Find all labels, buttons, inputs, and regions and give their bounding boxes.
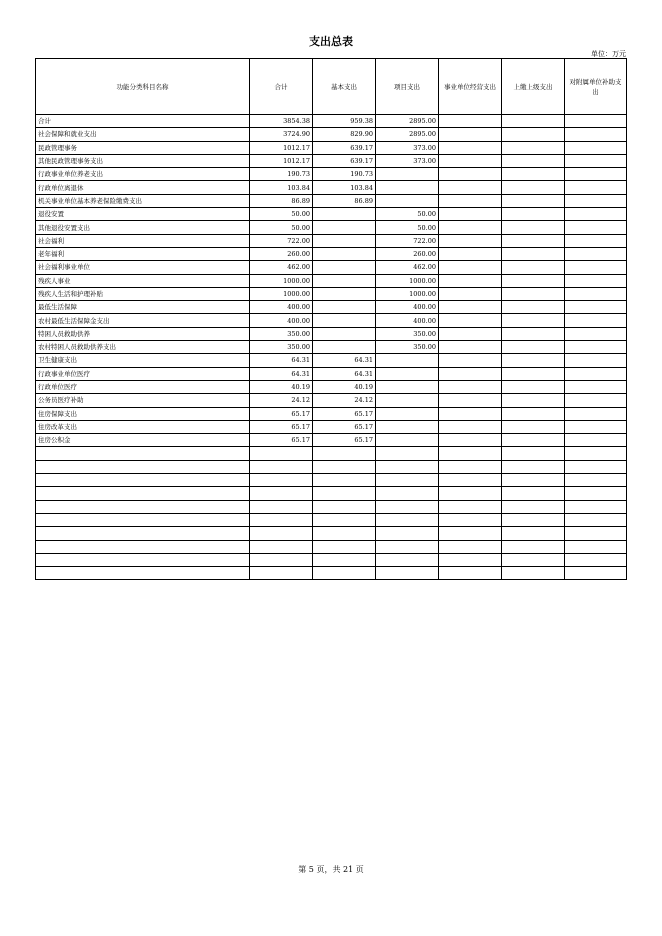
cell-basic: 65.17 — [313, 434, 376, 447]
cell-total: 65.17 — [250, 407, 313, 420]
cell-upper — [502, 287, 565, 300]
cell-upper — [502, 367, 565, 380]
cell-subsidy — [565, 194, 627, 207]
cell-total: 350.00 — [250, 341, 313, 354]
column-header-subsidy: 对附属单位补助支出 — [565, 59, 627, 115]
cell-category-name: 特困人员救助供养 — [36, 327, 250, 340]
cell-project — [376, 553, 439, 566]
cell-basic: 40.19 — [313, 380, 376, 393]
table-row — [36, 314, 627, 327]
cell-subsidy — [565, 354, 627, 367]
cell-subsidy — [565, 540, 627, 553]
table-row — [36, 527, 627, 540]
cell-total — [250, 474, 313, 487]
cell-total: 65.17 — [250, 434, 313, 447]
cell-upper — [502, 380, 565, 393]
cell-category-name: 行政单位离退休 — [36, 181, 250, 194]
cell-business — [439, 527, 502, 540]
cell-project — [376, 407, 439, 420]
cell-upper — [502, 181, 565, 194]
cell-subsidy — [565, 341, 627, 354]
table-row — [36, 380, 627, 393]
cell-subsidy — [565, 221, 627, 234]
cell-total — [250, 567, 313, 580]
cell-total: 24.12 — [250, 394, 313, 407]
cell-basic — [313, 474, 376, 487]
cell-basic — [313, 513, 376, 526]
cell-project — [376, 460, 439, 473]
cell-business — [439, 434, 502, 447]
cell-project — [376, 527, 439, 540]
cell-business — [439, 247, 502, 260]
cell-basic — [313, 287, 376, 300]
cell-subsidy — [565, 460, 627, 473]
cell-category-name: 社会保障和就业支出 — [36, 128, 250, 141]
cell-subsidy — [565, 287, 627, 300]
table-row — [36, 367, 627, 380]
cell-upper — [502, 194, 565, 207]
table-row — [36, 500, 627, 513]
cell-project — [376, 181, 439, 194]
cell-business — [439, 115, 502, 128]
cell-category-name: 住房公积金 — [36, 434, 250, 447]
cell-project — [376, 194, 439, 207]
cell-category-name: 机关事业单位基本养老保险缴费支出 — [36, 194, 250, 207]
table-row — [36, 474, 627, 487]
cell-project — [376, 354, 439, 367]
cell-category-name: 退役安置 — [36, 208, 250, 221]
cell-subsidy — [565, 261, 627, 274]
cell-subsidy — [565, 474, 627, 487]
cell-upper — [502, 474, 565, 487]
cell-project: 50.00 — [376, 208, 439, 221]
cell-project: 400.00 — [376, 301, 439, 314]
cell-upper — [502, 567, 565, 580]
cell-subsidy — [565, 314, 627, 327]
cell-project: 1000.00 — [376, 287, 439, 300]
cell-total: 50.00 — [250, 221, 313, 234]
cell-subsidy — [565, 154, 627, 167]
cell-subsidy — [565, 367, 627, 380]
cell-business — [439, 447, 502, 460]
cell-total — [250, 513, 313, 526]
cell-project — [376, 474, 439, 487]
cell-total — [250, 460, 313, 473]
cell-basic — [313, 341, 376, 354]
cell-business — [439, 394, 502, 407]
cell-basic: 65.17 — [313, 420, 376, 433]
cell-category-name — [36, 540, 250, 553]
cell-subsidy — [565, 128, 627, 141]
cell-category-name: 社会福利事业单位 — [36, 261, 250, 274]
cell-business — [439, 194, 502, 207]
cell-business — [439, 301, 502, 314]
cell-basic — [313, 527, 376, 540]
cell-subsidy — [565, 434, 627, 447]
table-row — [36, 181, 627, 194]
cell-total: 1012.17 — [250, 154, 313, 167]
cell-total: 400.00 — [250, 301, 313, 314]
cell-basic — [313, 314, 376, 327]
cell-subsidy — [565, 513, 627, 526]
cell-upper — [502, 341, 565, 354]
cell-total: 260.00 — [250, 247, 313, 260]
cell-upper — [502, 274, 565, 287]
cell-total: 3724.90 — [250, 128, 313, 141]
cell-upper — [502, 434, 565, 447]
cell-business — [439, 181, 502, 194]
cell-project: 722.00 — [376, 234, 439, 247]
cell-subsidy — [565, 168, 627, 181]
cell-project: 350.00 — [376, 327, 439, 340]
cell-project — [376, 168, 439, 181]
cell-subsidy — [565, 115, 627, 128]
page-title: 支出总表 — [309, 35, 353, 48]
cell-business — [439, 208, 502, 221]
cell-subsidy — [565, 247, 627, 260]
cell-project — [376, 434, 439, 447]
cell-category-name: 其他退役安置支出 — [36, 221, 250, 234]
cell-project — [376, 540, 439, 553]
table-row — [36, 208, 627, 221]
cell-business — [439, 221, 502, 234]
table-row — [36, 540, 627, 553]
column-header-category: 功能分类科目名称 — [36, 59, 250, 115]
cell-category-name: 社会福利 — [36, 234, 250, 247]
cell-business — [439, 553, 502, 566]
cell-project: 373.00 — [376, 141, 439, 154]
cell-project: 260.00 — [376, 247, 439, 260]
cell-subsidy — [565, 487, 627, 500]
table-row — [36, 234, 627, 247]
cell-project — [376, 500, 439, 513]
cell-category-name — [36, 460, 250, 473]
cell-basic: 65.17 — [313, 407, 376, 420]
cell-total: 65.17 — [250, 420, 313, 433]
cell-subsidy — [565, 327, 627, 340]
cell-total: 50.00 — [250, 208, 313, 221]
cell-basic — [313, 553, 376, 566]
cell-business — [439, 154, 502, 167]
cell-total — [250, 487, 313, 500]
cell-upper — [502, 407, 565, 420]
cell-upper — [502, 460, 565, 473]
cell-total: 1000.00 — [250, 274, 313, 287]
cell-upper — [502, 221, 565, 234]
table-row — [36, 341, 627, 354]
cell-upper — [502, 447, 565, 460]
cell-total: 1000.00 — [250, 287, 313, 300]
cell-business — [439, 341, 502, 354]
table-row — [36, 287, 627, 300]
cell-total: 86.89 — [250, 194, 313, 207]
cell-business — [439, 354, 502, 367]
cell-category-name: 行政事业单位养老支出 — [36, 168, 250, 181]
cell-business — [439, 141, 502, 154]
cell-upper — [502, 128, 565, 141]
cell-total: 3854.38 — [250, 115, 313, 128]
cell-category-name: 公务员医疗补助 — [36, 394, 250, 407]
cell-category-name — [36, 513, 250, 526]
cell-business — [439, 500, 502, 513]
cell-category-name — [36, 553, 250, 566]
cell-business — [439, 234, 502, 247]
table-row — [36, 567, 627, 580]
expenditure-summary-table — [35, 58, 627, 580]
cell-category-name: 卫生健康支出 — [36, 354, 250, 367]
cell-upper — [502, 420, 565, 433]
cell-basic: 639.17 — [313, 141, 376, 154]
cell-project: 2895.00 — [376, 115, 439, 128]
table-row — [36, 553, 627, 566]
cell-category-name — [36, 567, 250, 580]
cell-subsidy — [565, 181, 627, 194]
cell-category-name — [36, 500, 250, 513]
cell-basic — [313, 274, 376, 287]
unit-label: 单位：万元 — [591, 50, 626, 58]
cell-category-name: 合计 — [36, 115, 250, 128]
cell-upper — [502, 394, 565, 407]
cell-total — [250, 500, 313, 513]
cell-basic — [313, 261, 376, 274]
table-row — [36, 247, 627, 260]
cell-basic — [313, 301, 376, 314]
table-row — [36, 407, 627, 420]
cell-business — [439, 287, 502, 300]
table-row — [36, 261, 627, 274]
cell-project: 400.00 — [376, 314, 439, 327]
cell-project: 462.00 — [376, 261, 439, 274]
column-header-total: 合计 — [250, 59, 313, 115]
cell-category-name — [36, 447, 250, 460]
cell-upper — [502, 314, 565, 327]
cell-upper — [502, 168, 565, 181]
cell-business — [439, 460, 502, 473]
cell-total: 1012.17 — [250, 141, 313, 154]
cell-total: 64.31 — [250, 367, 313, 380]
cell-subsidy — [565, 274, 627, 287]
cell-business — [439, 261, 502, 274]
cell-total — [250, 553, 313, 566]
cell-upper — [502, 354, 565, 367]
cell-upper — [502, 327, 565, 340]
cell-project: 50.00 — [376, 221, 439, 234]
cell-business — [439, 168, 502, 181]
cell-basic — [313, 540, 376, 553]
table-row — [36, 274, 627, 287]
cell-upper — [502, 154, 565, 167]
cell-upper — [502, 527, 565, 540]
cell-basic — [313, 447, 376, 460]
cell-subsidy — [565, 407, 627, 420]
column-header-basic: 基本支出 — [313, 59, 376, 115]
cell-total: 722.00 — [250, 234, 313, 247]
cell-upper — [502, 500, 565, 513]
cell-category-name: 老年福利 — [36, 247, 250, 260]
table-row — [36, 154, 627, 167]
cell-total: 103.84 — [250, 181, 313, 194]
cell-subsidy — [565, 420, 627, 433]
cell-basic — [313, 567, 376, 580]
cell-subsidy — [565, 553, 627, 566]
cell-project: 350.00 — [376, 341, 439, 354]
table-body — [36, 115, 627, 580]
cell-category-name: 住房改革支出 — [36, 420, 250, 433]
cell-total: 350.00 — [250, 327, 313, 340]
cell-business — [439, 420, 502, 433]
cell-business — [439, 128, 502, 141]
cell-business — [439, 487, 502, 500]
cell-category-name: 其他民政管理事务支出 — [36, 154, 250, 167]
cell-subsidy — [565, 380, 627, 393]
cell-category-name: 最低生活保障 — [36, 301, 250, 314]
cell-category-name: 残疾人生活和护理补贴 — [36, 287, 250, 300]
table-row — [36, 394, 627, 407]
table-row — [36, 487, 627, 500]
cell-category-name: 民政管理事务 — [36, 141, 250, 154]
cell-upper — [502, 487, 565, 500]
cell-basic — [313, 460, 376, 473]
cell-basic: 64.31 — [313, 354, 376, 367]
cell-upper — [502, 234, 565, 247]
cell-upper — [502, 540, 565, 553]
cell-project — [376, 567, 439, 580]
table-row — [36, 194, 627, 207]
cell-upper — [502, 261, 565, 274]
cell-subsidy — [565, 208, 627, 221]
cell-total: 400.00 — [250, 314, 313, 327]
cell-category-name: 农村特困人员救助供养支出 — [36, 341, 250, 354]
column-header-project: 项目支出 — [376, 59, 439, 115]
page-footer: 第 5 页，共 21 页 — [298, 865, 364, 874]
column-header-business: 事业单位经营支出 — [439, 59, 502, 115]
table-row — [36, 354, 627, 367]
cell-project: 2895.00 — [376, 128, 439, 141]
cell-basic: 24.12 — [313, 394, 376, 407]
cell-subsidy — [565, 527, 627, 540]
table-row — [36, 327, 627, 340]
cell-subsidy — [565, 301, 627, 314]
cell-basic: 103.84 — [313, 181, 376, 194]
cell-upper — [502, 513, 565, 526]
table-row — [36, 221, 627, 234]
cell-project — [376, 380, 439, 393]
cell-project: 373.00 — [376, 154, 439, 167]
cell-category-name: 住房保障支出 — [36, 407, 250, 420]
cell-upper — [502, 247, 565, 260]
cell-business — [439, 274, 502, 287]
table-row — [36, 301, 627, 314]
cell-basic — [313, 208, 376, 221]
cell-upper — [502, 301, 565, 314]
cell-basic — [313, 221, 376, 234]
table-row — [36, 420, 627, 433]
table-row — [36, 513, 627, 526]
cell-total: 40.19 — [250, 380, 313, 393]
cell-total — [250, 540, 313, 553]
cell-subsidy — [565, 141, 627, 154]
cell-subsidy — [565, 447, 627, 460]
cell-project — [376, 367, 439, 380]
cell-upper — [502, 115, 565, 128]
table-row — [36, 115, 627, 128]
cell-business — [439, 327, 502, 340]
table-row — [36, 447, 627, 460]
table-row — [36, 434, 627, 447]
cell-category-name: 残疾人事业 — [36, 274, 250, 287]
cell-project — [376, 420, 439, 433]
table-row — [36, 460, 627, 473]
cell-category-name — [36, 487, 250, 500]
table-row — [36, 141, 627, 154]
cell-project — [376, 487, 439, 500]
cell-business — [439, 567, 502, 580]
cell-basic: 829.90 — [313, 128, 376, 141]
table-row — [36, 168, 627, 181]
cell-basic: 959.38 — [313, 115, 376, 128]
cell-basic: 639.17 — [313, 154, 376, 167]
cell-category-name — [36, 527, 250, 540]
cell-upper — [502, 208, 565, 221]
cell-basic: 86.89 — [313, 194, 376, 207]
cell-project: 1000.00 — [376, 274, 439, 287]
cell-business — [439, 380, 502, 393]
cell-category-name: 行政事业单位医疗 — [36, 367, 250, 380]
cell-category-name: 行政单位医疗 — [36, 380, 250, 393]
cell-business — [439, 367, 502, 380]
cell-subsidy — [565, 500, 627, 513]
cell-project — [376, 447, 439, 460]
cell-project — [376, 394, 439, 407]
cell-subsidy — [565, 394, 627, 407]
cell-upper — [502, 553, 565, 566]
cell-basic — [313, 327, 376, 340]
cell-basic — [313, 487, 376, 500]
cell-total: 462.00 — [250, 261, 313, 274]
cell-subsidy — [565, 567, 627, 580]
cell-total — [250, 527, 313, 540]
cell-upper — [502, 141, 565, 154]
cell-basic: 64.31 — [313, 367, 376, 380]
cell-basic — [313, 247, 376, 260]
cell-business — [439, 314, 502, 327]
cell-basic: 190.73 — [313, 168, 376, 181]
cell-project — [376, 513, 439, 526]
cell-basic — [313, 500, 376, 513]
column-header-upper: 上缴上级支出 — [502, 59, 565, 115]
cell-business — [439, 407, 502, 420]
cell-business — [439, 474, 502, 487]
cell-total — [250, 447, 313, 460]
table-row — [36, 128, 627, 141]
cell-total: 64.31 — [250, 354, 313, 367]
table-header-row — [36, 59, 627, 115]
cell-category-name — [36, 474, 250, 487]
cell-business — [439, 540, 502, 553]
cell-total: 190.73 — [250, 168, 313, 181]
cell-business — [439, 513, 502, 526]
cell-subsidy — [565, 234, 627, 247]
cell-category-name: 农村最低生活保障金支出 — [36, 314, 250, 327]
cell-basic — [313, 234, 376, 247]
